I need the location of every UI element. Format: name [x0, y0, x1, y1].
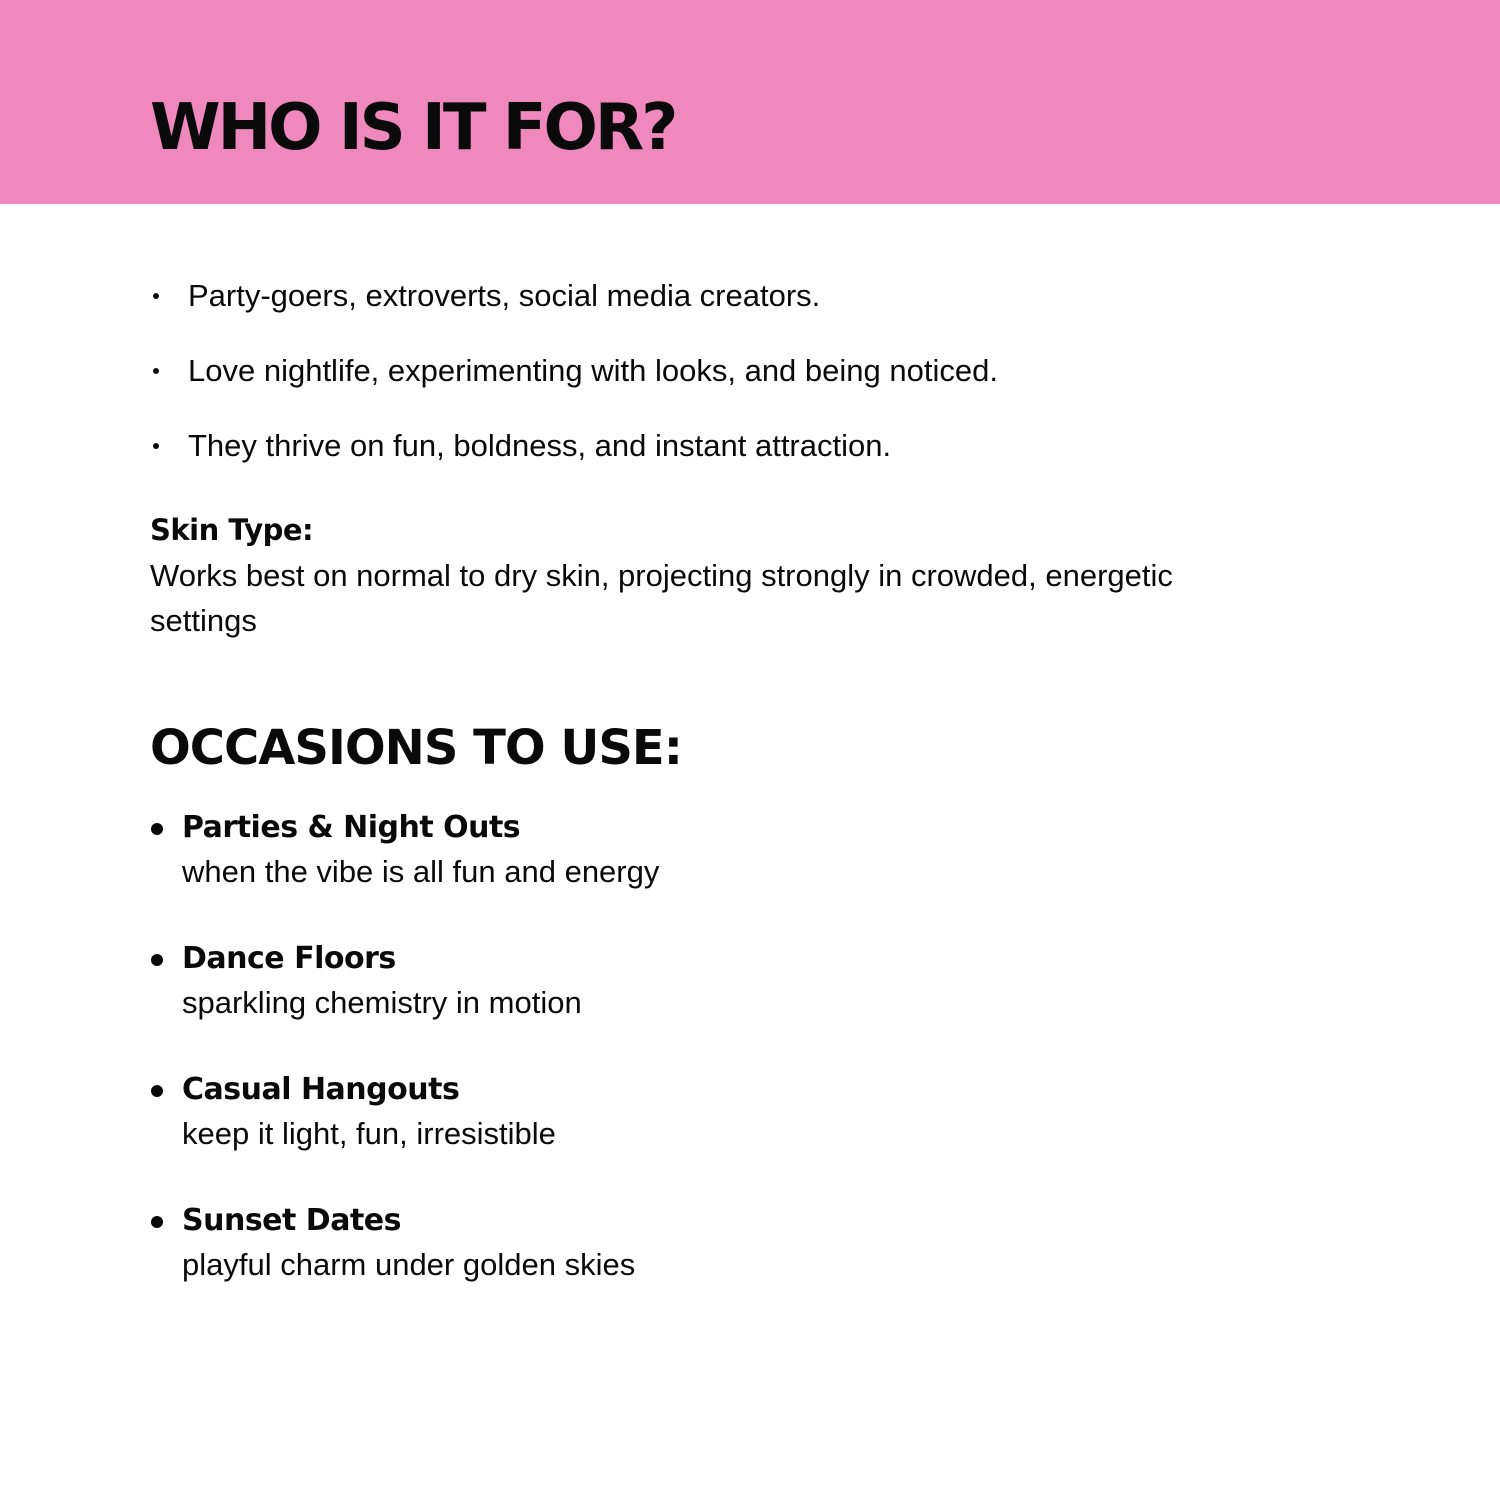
- list-item: [150, 805, 659, 936]
- audience-list: [150, 272, 998, 497]
- list-item: [150, 272, 998, 347]
- audience-text: They thrive on fun, boldness, and instant attraction.: [188, 428, 892, 463]
- list-item: [150, 1067, 659, 1198]
- list-item: [150, 422, 998, 497]
- bullet-icon: [151, 1216, 163, 1228]
- bullet-icon: [153, 443, 159, 449]
- bullet-icon: [151, 823, 163, 835]
- list-item: [150, 1198, 659, 1329]
- audience-text: Party-goers, extroverts, social media creators.: [188, 278, 821, 313]
- skin-type-text: Works best on normal to dry skin, projecting strongly in crowded, energetic settings: [150, 558, 1173, 638]
- skin-type-section: [150, 508, 1200, 643]
- bullet-icon: [151, 954, 163, 966]
- list-item: [150, 347, 998, 422]
- bullet-icon: [151, 1085, 163, 1097]
- list-item: [150, 936, 659, 1067]
- audience-text: Love nightlife, experimenting with looks, and being noticed.: [188, 353, 998, 388]
- occasion-name: Parties & Night Outs: [182, 810, 521, 845]
- occasion-name: Dance Floors: [182, 941, 396, 976]
- occasion-description: playful charm under golden skies: [182, 1247, 636, 1282]
- occasion-name: Sunset Dates: [182, 1203, 401, 1238]
- skin-type-label: Skin Type:: [150, 513, 314, 547]
- bullet-icon: [153, 368, 159, 374]
- occasion-name: Casual Hangouts: [182, 1072, 460, 1107]
- occasion-description: sparkling chemistry in motion: [182, 985, 582, 1020]
- occasion-list: [150, 805, 659, 1329]
- bullet-icon: [153, 293, 159, 299]
- header-banner: [0, 0, 1500, 204]
- page-title: WHO IS IT FOR?: [150, 91, 676, 165]
- occasion-description: keep it light, fun, irresistible: [182, 1116, 556, 1151]
- occasions-heading: OCCASIONS TO USE:: [150, 720, 682, 776]
- occasion-description: when the vibe is all fun and energy: [182, 854, 660, 889]
